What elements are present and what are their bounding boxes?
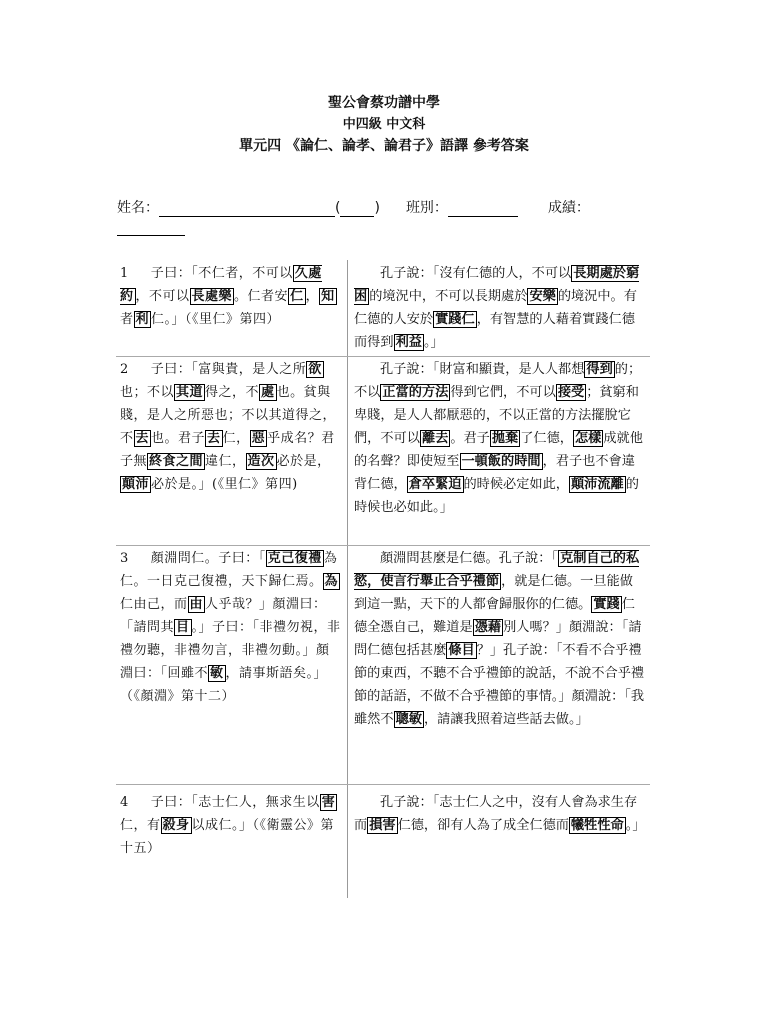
class-number-blank[interactable]: [340, 202, 374, 217]
boxed-keyword: 害: [321, 795, 336, 810]
boxed-keyword: 條目: [448, 643, 475, 658]
text-segment: 者: [120, 312, 134, 327]
text-segment: 孔子說：「財富和顯貴，是人人都想: [380, 362, 585, 377]
boxed-keyword: 利益: [395, 335, 422, 350]
document-title: 單元四 《論仁、論孝、論君子》語譯 參考答案: [239, 138, 529, 154]
item-1-original: [120, 262, 342, 331]
text-segment: 仁，有: [120, 818, 161, 833]
row-divider: [116, 784, 650, 785]
boxed-keyword: 接受: [557, 385, 585, 400]
boxed-keyword: 仁: [290, 289, 304, 304]
boxed-keyword: 長期處於窮困: [354, 266, 640, 304]
score-label: 成績：: [547, 200, 590, 216]
text-segment: 為仁。一日克己復禮，天下歸仁焉。: [120, 551, 338, 589]
item-4-original: [120, 791, 342, 860]
text-segment: 也；不以: [120, 385, 175, 400]
item-1-translation: [354, 262, 646, 354]
text-segment: 的境況中，不可以長期處於: [369, 289, 528, 304]
text-segment: 。君子: [450, 431, 490, 446]
boxed-keyword: 長處樂: [191, 289, 233, 304]
boxed-keyword: 殺身: [162, 818, 190, 833]
boxed-keyword: 利: [135, 312, 150, 327]
boxed-keyword: 犧牲性命: [571, 818, 624, 833]
item-2-original: [120, 358, 342, 496]
boxed-keyword: 憑藉: [474, 620, 502, 635]
boxed-keyword: 處: [261, 385, 275, 400]
boxed-keyword: 目: [176, 620, 190, 635]
boxed-keyword: 實踐仁: [435, 312, 475, 327]
boxed-keyword: 一頓飯的時間: [461, 454, 541, 469]
text-segment: 人乎哉？」顏淵曰：「請問其: [120, 597, 327, 635]
text-segment: 也。君子: [151, 431, 206, 446]
boxed-keyword: 正當的方法: [382, 385, 449, 400]
row-divider: [116, 356, 650, 357]
boxed-keyword: 去: [207, 431, 221, 446]
text-segment: 孔子說：「沒有仁德的人，不可以: [380, 266, 572, 281]
boxed-keyword: 終食之間: [149, 454, 204, 469]
text-segment: ，請讓我照着這些話去做。」: [423, 712, 589, 727]
text-segment: 別人嗎？」顏淵說：「請問仁德包括甚麼: [354, 620, 642, 658]
paren-close: ): [374, 200, 380, 216]
text-segment: 了仁德，: [520, 431, 573, 446]
boxed-keyword: 拋棄: [491, 431, 519, 446]
text-segment: ？」孔子說：「不看不合乎禮節的東西，不聽不合乎禮節的說話，不說不合乎禮節的話語，不做不合乎禮節的事情。」顏淵說：「我雖然不: [354, 643, 645, 727]
text-segment: 。」子曰：「非禮勿視，非禮勿聽，非禮勿言，非禮勿動。」顏淵曰：「回雖不: [120, 620, 341, 681]
class-label: 班別：: [405, 200, 448, 216]
item-3-original: [120, 547, 342, 708]
text-segment: 得到它們，不可以: [450, 385, 556, 400]
item-4-translation: [354, 791, 646, 837]
text-segment: 仁。」（《里仁》第四）: [151, 312, 281, 327]
text-segment: 子曰：「不仁者，不可以: [150, 266, 293, 281]
name-blank[interactable]: [159, 202, 335, 217]
paren-open: (: [335, 200, 341, 216]
item-3-translation: [354, 547, 646, 731]
item-2-translation: [354, 358, 646, 519]
text-segment: 仁由己，而: [120, 597, 188, 612]
text-segment: ；貧窮和卑賤，是人人都厭惡的，不以正當的方法擺脫它們，不可以: [354, 385, 639, 446]
boxed-keyword: 欲: [308, 362, 322, 377]
text-segment: 得之，不: [205, 385, 260, 400]
boxed-keyword: 其道: [176, 385, 204, 400]
text-segment: 成就他的名聲？即使短至: [354, 431, 643, 469]
student-info-row: [117, 197, 590, 217]
text-segment: 子曰：「富與貴，是人之所: [150, 362, 307, 377]
text-segment: 仁德，卻有人為了成全仁德而: [397, 818, 569, 833]
text-segment: ，有智慧的人藉着實踐仁德而得到: [354, 312, 635, 350]
boxed-keyword: 去: [135, 431, 150, 446]
item-number: 1: [120, 266, 129, 281]
text-segment: 顏淵問甚麼是仁德。孔子說：「: [380, 551, 559, 566]
boxed-keyword: 克制自己的私慾，使言行舉止合乎禮節: [354, 551, 640, 589]
text-segment: ，請事斯語矣。」（《顏淵》第十二）: [120, 666, 328, 704]
boxed-keyword: 怎樣: [575, 431, 602, 446]
text-segment: 仁德全憑自己，難道是: [354, 597, 635, 635]
boxed-keyword: 由: [189, 597, 204, 612]
boxed-keyword: 損害: [369, 818, 396, 833]
text-segment: 仁，: [222, 431, 250, 446]
boxed-keyword: 為: [324, 574, 339, 589]
text-segment: ，不可以: [135, 289, 190, 304]
boxed-keyword: 惡: [251, 431, 266, 446]
score-blank[interactable]: [117, 219, 185, 236]
text-segment: 違仁，: [205, 454, 246, 469]
boxed-keyword: 倉卒緊迫: [408, 477, 462, 492]
item-number: 2: [120, 362, 129, 377]
boxed-keyword: 造次: [247, 454, 275, 469]
text-segment: 的；不以: [354, 362, 642, 400]
class-blank[interactable]: [448, 202, 518, 217]
text-segment: 孔子說：「志士仁人之中，沒有人會為求生存而: [354, 795, 638, 833]
text-segment: 子曰：「志士仁人，無求生以: [150, 795, 320, 810]
boxed-keyword: 安樂: [529, 289, 556, 304]
name-label: 姓名：: [117, 200, 159, 216]
text-segment: 。仁者安: [234, 289, 289, 304]
text-segment: 顏淵問仁。子曰：「: [150, 551, 266, 566]
school-name: 聖公會蔡功譜中學: [328, 95, 440, 111]
text-segment: 以成仁。」（《衛靈公》第十五）: [120, 818, 335, 856]
text-segment: 的時候必定如此，: [463, 477, 569, 492]
text-segment: 的境況中。有仁德的人安於: [354, 289, 637, 327]
boxed-keyword: 實踐: [593, 597, 620, 612]
boxed-keyword: 敏: [210, 666, 224, 681]
grade-subject: 中四級 中文科: [342, 117, 426, 132]
text-segment: 乎成名？君子無: [120, 431, 335, 469]
text-segment: ，就是仁德。一旦能做到這一點，天下的人都會歸服你的仁德。: [354, 574, 633, 612]
boxed-keyword: 克己復禮: [267, 551, 322, 566]
text-segment: 必於是，: [276, 454, 331, 469]
text-segment: ，: [305, 289, 320, 304]
row-divider: [116, 545, 650, 546]
boxed-keyword: 久處約: [120, 266, 322, 304]
text-segment: 必於是。」(《里仁》第四): [151, 477, 298, 492]
text-segment: 。」: [625, 818, 646, 833]
boxed-keyword: 離去: [421, 431, 449, 446]
text-segment: 。」: [423, 335, 444, 350]
boxed-keyword: 知: [321, 289, 335, 304]
text-segment: 的時候也必如此。」: [354, 477, 639, 515]
item-number: 3: [120, 551, 129, 566]
text-segment: ，君子也不會違背仁德，: [354, 454, 635, 492]
item-number: 4: [120, 795, 129, 810]
boxed-keyword: 顛沛: [122, 477, 150, 492]
boxed-keyword: 得到: [586, 362, 613, 377]
boxed-keyword: 聰敏: [395, 712, 422, 727]
boxed-keyword: 顛沛流離: [571, 477, 624, 492]
text-segment: 也。貧與賤，是人之所惡也；不以其道得之，不: [120, 385, 337, 446]
